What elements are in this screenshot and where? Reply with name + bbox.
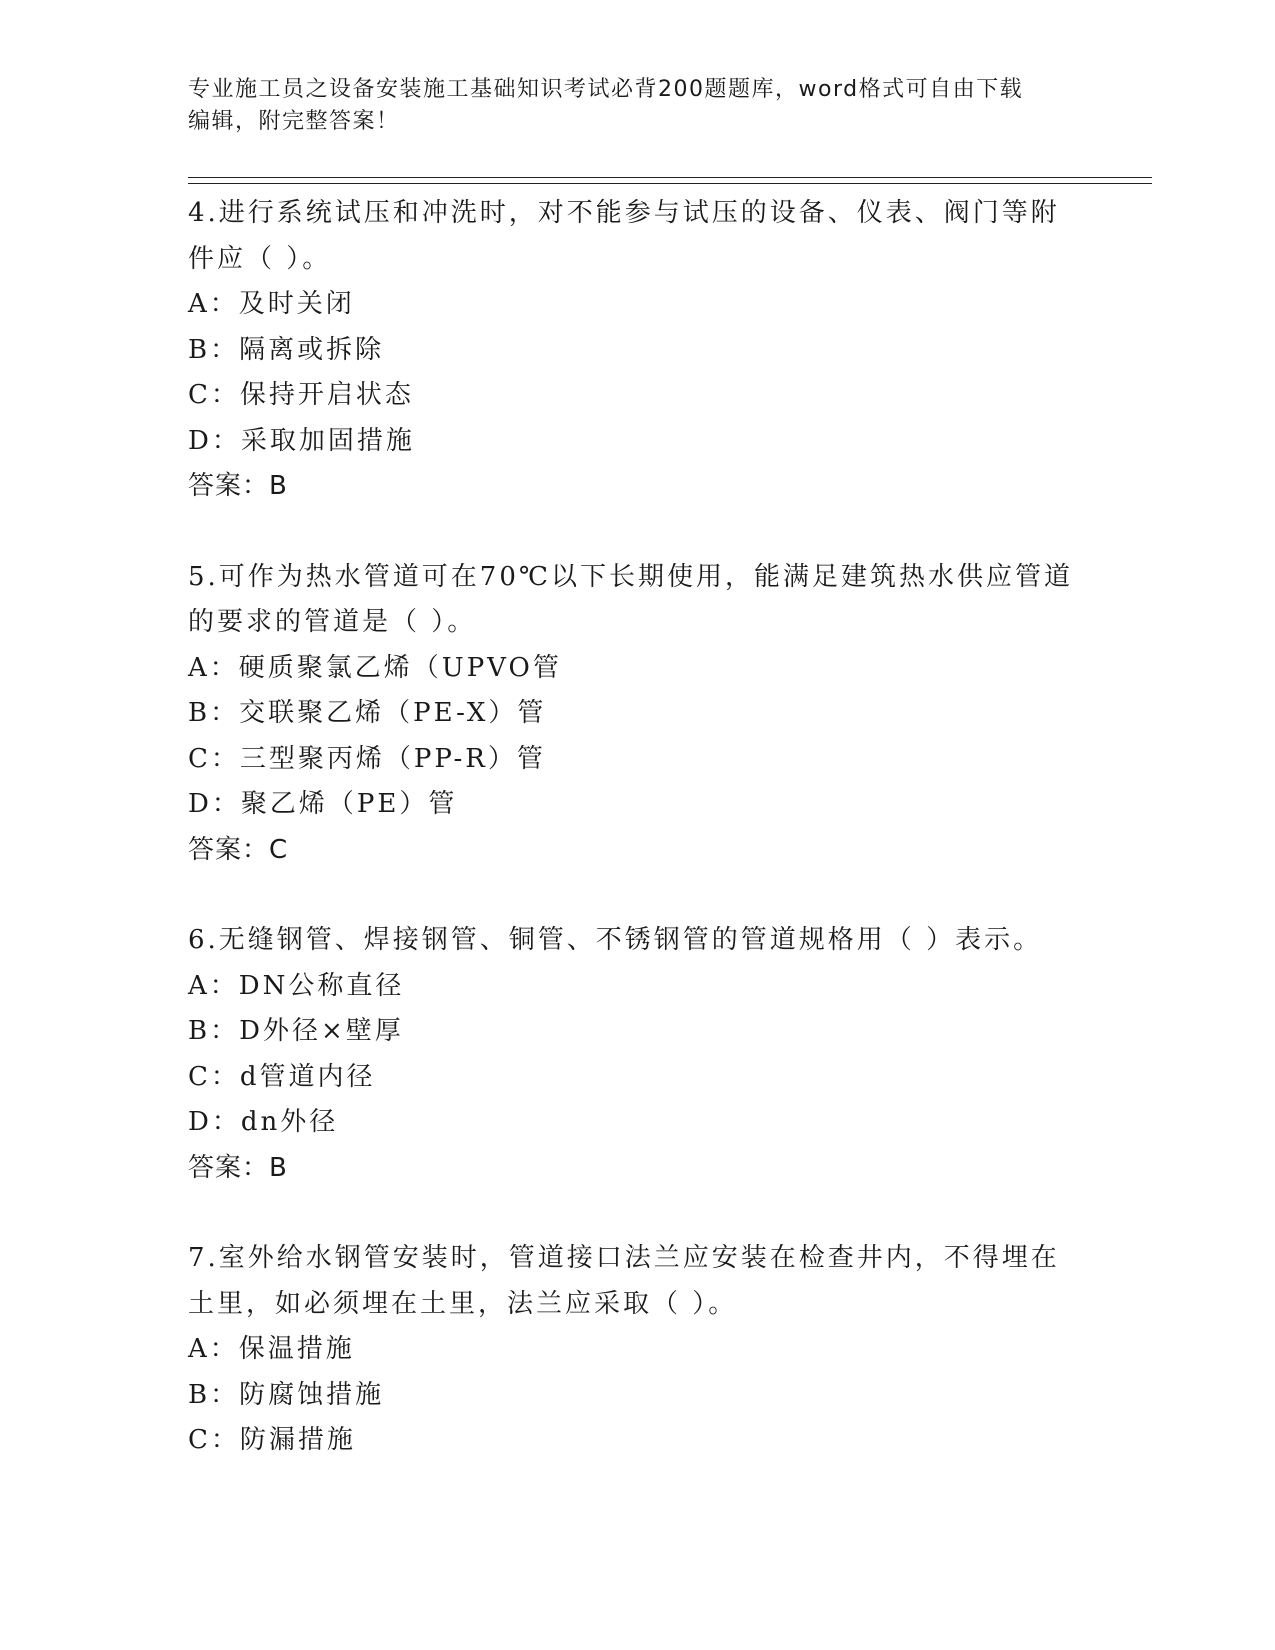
question-stem: 4.进行系统试压和冲洗时，对不能参与试压的设备、仪表、阀门等附	[188, 198, 1060, 228]
answer: 答案：B	[188, 471, 288, 501]
header-divider-bottom	[188, 183, 1152, 184]
answer: 答案：B	[188, 1152, 288, 1183]
answer: 答案：C	[188, 834, 289, 865]
question-5	[188, 555, 1088, 874]
question-stem: 土里，如必须埋在土里，法兰应采取（ ）。	[188, 1288, 738, 1319]
option-c: C：d管道内径	[188, 1061, 376, 1092]
option-b: B：交联聚乙烯（PE-X）管	[188, 698, 547, 728]
question-6	[188, 918, 1088, 1191]
option-c: C：三型聚丙烯（PP-R）管	[188, 743, 546, 774]
question-stem: 7.室外给水钢管安装时，管道接口法兰应安装在检查井内，不得埋在	[188, 1243, 1060, 1273]
document-header	[188, 74, 1088, 138]
header-line-2: 编辑，附完整答案！	[188, 109, 400, 134]
question-list	[188, 191, 1088, 1509]
header-divider-top	[188, 177, 1152, 178]
question-stem: 件应（ ）。	[188, 243, 332, 274]
option-a: A：DN公称直径	[188, 970, 405, 1001]
option-c: C：防漏措施	[188, 1425, 356, 1455]
option-c: C：保持开启状态	[188, 380, 414, 410]
question-4	[188, 191, 1088, 510]
option-d: D：聚乙烯（PE）管	[188, 789, 458, 819]
option-d: D：dn外径	[188, 1107, 339, 1137]
question-stem: 的要求的管道是（ ）。	[188, 607, 477, 637]
option-d: D：采取加固措施	[188, 425, 415, 456]
option-a: A：硬质聚氯乙烯（UPVO管	[188, 652, 562, 683]
question-stem: 5.可作为热水管道可在70℃以下长期使用，能满足建筑热水供应管道	[188, 561, 1073, 592]
header-line-1: 专业施工员之设备安装施工基础知识考试必背200题题库，word格式可自由下载	[188, 77, 1024, 102]
question-stem: 6.无缝钢管、焊接钢管、铜管、不锈钢管的管道规格用（ ）表示。	[188, 925, 1043, 955]
option-a: A：及时关闭	[188, 289, 355, 319]
option-b: B：隔离或拆除	[188, 334, 385, 365]
option-b: B：D外径×壁厚	[188, 1016, 404, 1046]
option-b: B：防腐蚀措施	[188, 1379, 385, 1410]
option-a: A：保温措施	[188, 1334, 355, 1364]
question-7	[188, 1236, 1088, 1464]
